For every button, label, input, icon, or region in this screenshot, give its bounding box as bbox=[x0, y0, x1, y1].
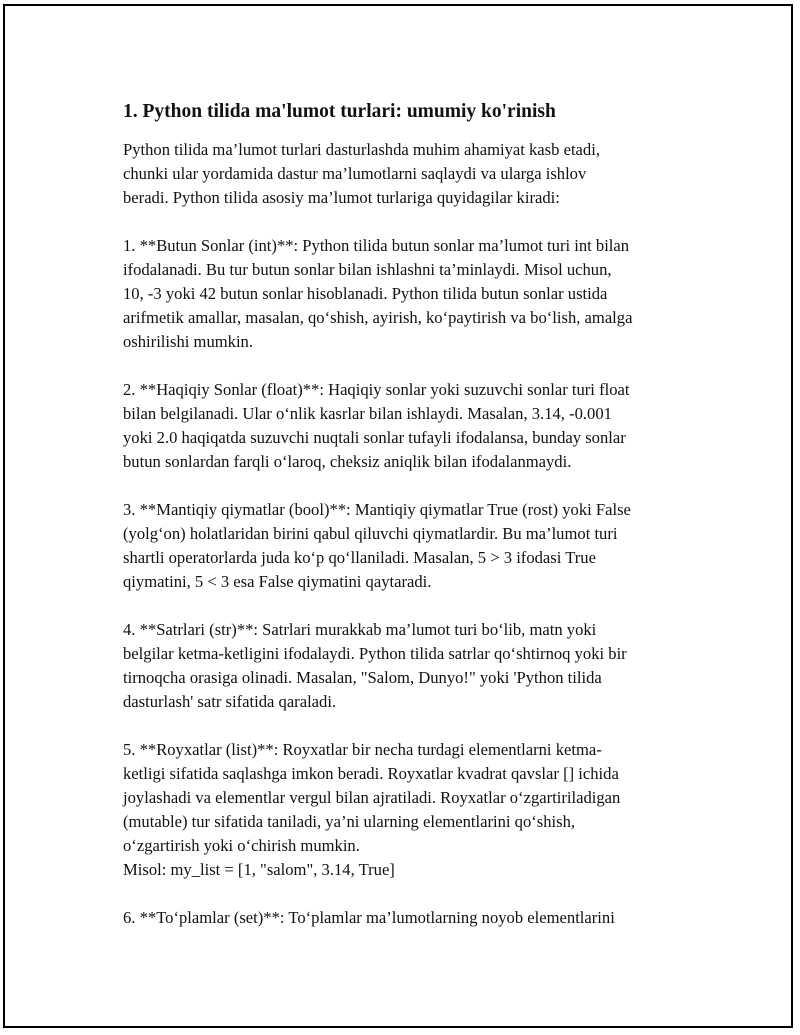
paragraph-set: 6. **To‘plamlar (set)**: To‘plamlar ma’lumotlarning noyob elementlarini bbox=[123, 908, 615, 927]
document-title: 1. Python tilida ma'lumot turlari: umumiy ko'rinish bbox=[123, 101, 556, 122]
page-frame bbox=[3, 4, 793, 1028]
paragraph-bool: 3. **Mantiqiy qiymatlar (bool)**: Mantiqiy qiymatlar True (rost) yoki False (yolg‘on) holatlaridan birini qabul qiluvchi qiymatlardir. Bu ma’lumot turi shartli operatorlarda juda ko‘p qo‘llaniladi. Masalan, 5 > 3 ifodasi True qiymatini, 5 < 3 esa False qiymatini qaytaradi. bbox=[123, 500, 631, 591]
paragraph-intro: Python tilida ma’lumot turlari dasturlashda muhim ahamiyat kasb etadi, chunki ular yordamida dastur ma’lumotlarni saqlaydi va ularga ishlov beradi. Python tilida asosiy ma’lumot turlariga quyidagilar kiradi: bbox=[123, 140, 600, 207]
paragraph-float: 2. **Haqiqiy Sonlar (float)**: Haqiqiy sonlar yoki suzuvchi sonlar turi float bilan belgilanadi. Ular o‘nlik kasrlar bilan ishlaydi. Masalan, 3.14, -0.001 yoki 2.0 haqiqatda suzuvchi nuqtali sonlar tufayli ifodalansa, bunday sonlar butun sonlardan farqli o‘laroq, cheksiz aniqlik bilan ifodalanmaydi. bbox=[123, 380, 630, 471]
paragraph-str: 4. **Satrlari (str)**: Satrlari murakkab ma’lumot turi bo‘lib, matn yoki belgilar ketma-ketligini ifodalaydi. Python tilida satrlar qo‘shtirnoq yoki bir tirnoqcha orasiga olinadi. Masalan, "Salom, Dunyo!" yoki 'Python tilida dasturlash' satr sifatida qaraladi. bbox=[123, 620, 627, 711]
document-body bbox=[123, 98, 693, 930]
paragraph-int: 1. **Butun Sonlar (int)**: Python tilida butun sonlar ma’lumot turi int bilan ifodalanadi. Bu tur butun sonlar bilan ishlashni ta’minlaydi. Misol uchun, 10, -3 yoki 42 butun sonlar hisoblanadi. Python tilida butun sonlar ustida arifmetik amallar, masalan, qo‘shish, ayirish, ko‘paytirish va bo‘lish, amalga oshirilishi mumkin. bbox=[123, 236, 633, 351]
paragraph-list: 5. **Royxatlar (list)**: Royxatlar bir necha turdagi elementlarni ketma- ketligi sifatida saqlashga imkon beradi. Royxatlar kvadrat qavslar [] ichida joylashadi va elementlar vergul bilan ajratiladi. Royxatlar o‘zgartiriladigan (mutable) tur sifatida taniladi, ya’ni ularning elementlarini qo‘shish, o‘zgartirish yoki o‘chirish mumkin. Misol: my_list = [1, "salom", 3.14, True] bbox=[123, 740, 621, 879]
